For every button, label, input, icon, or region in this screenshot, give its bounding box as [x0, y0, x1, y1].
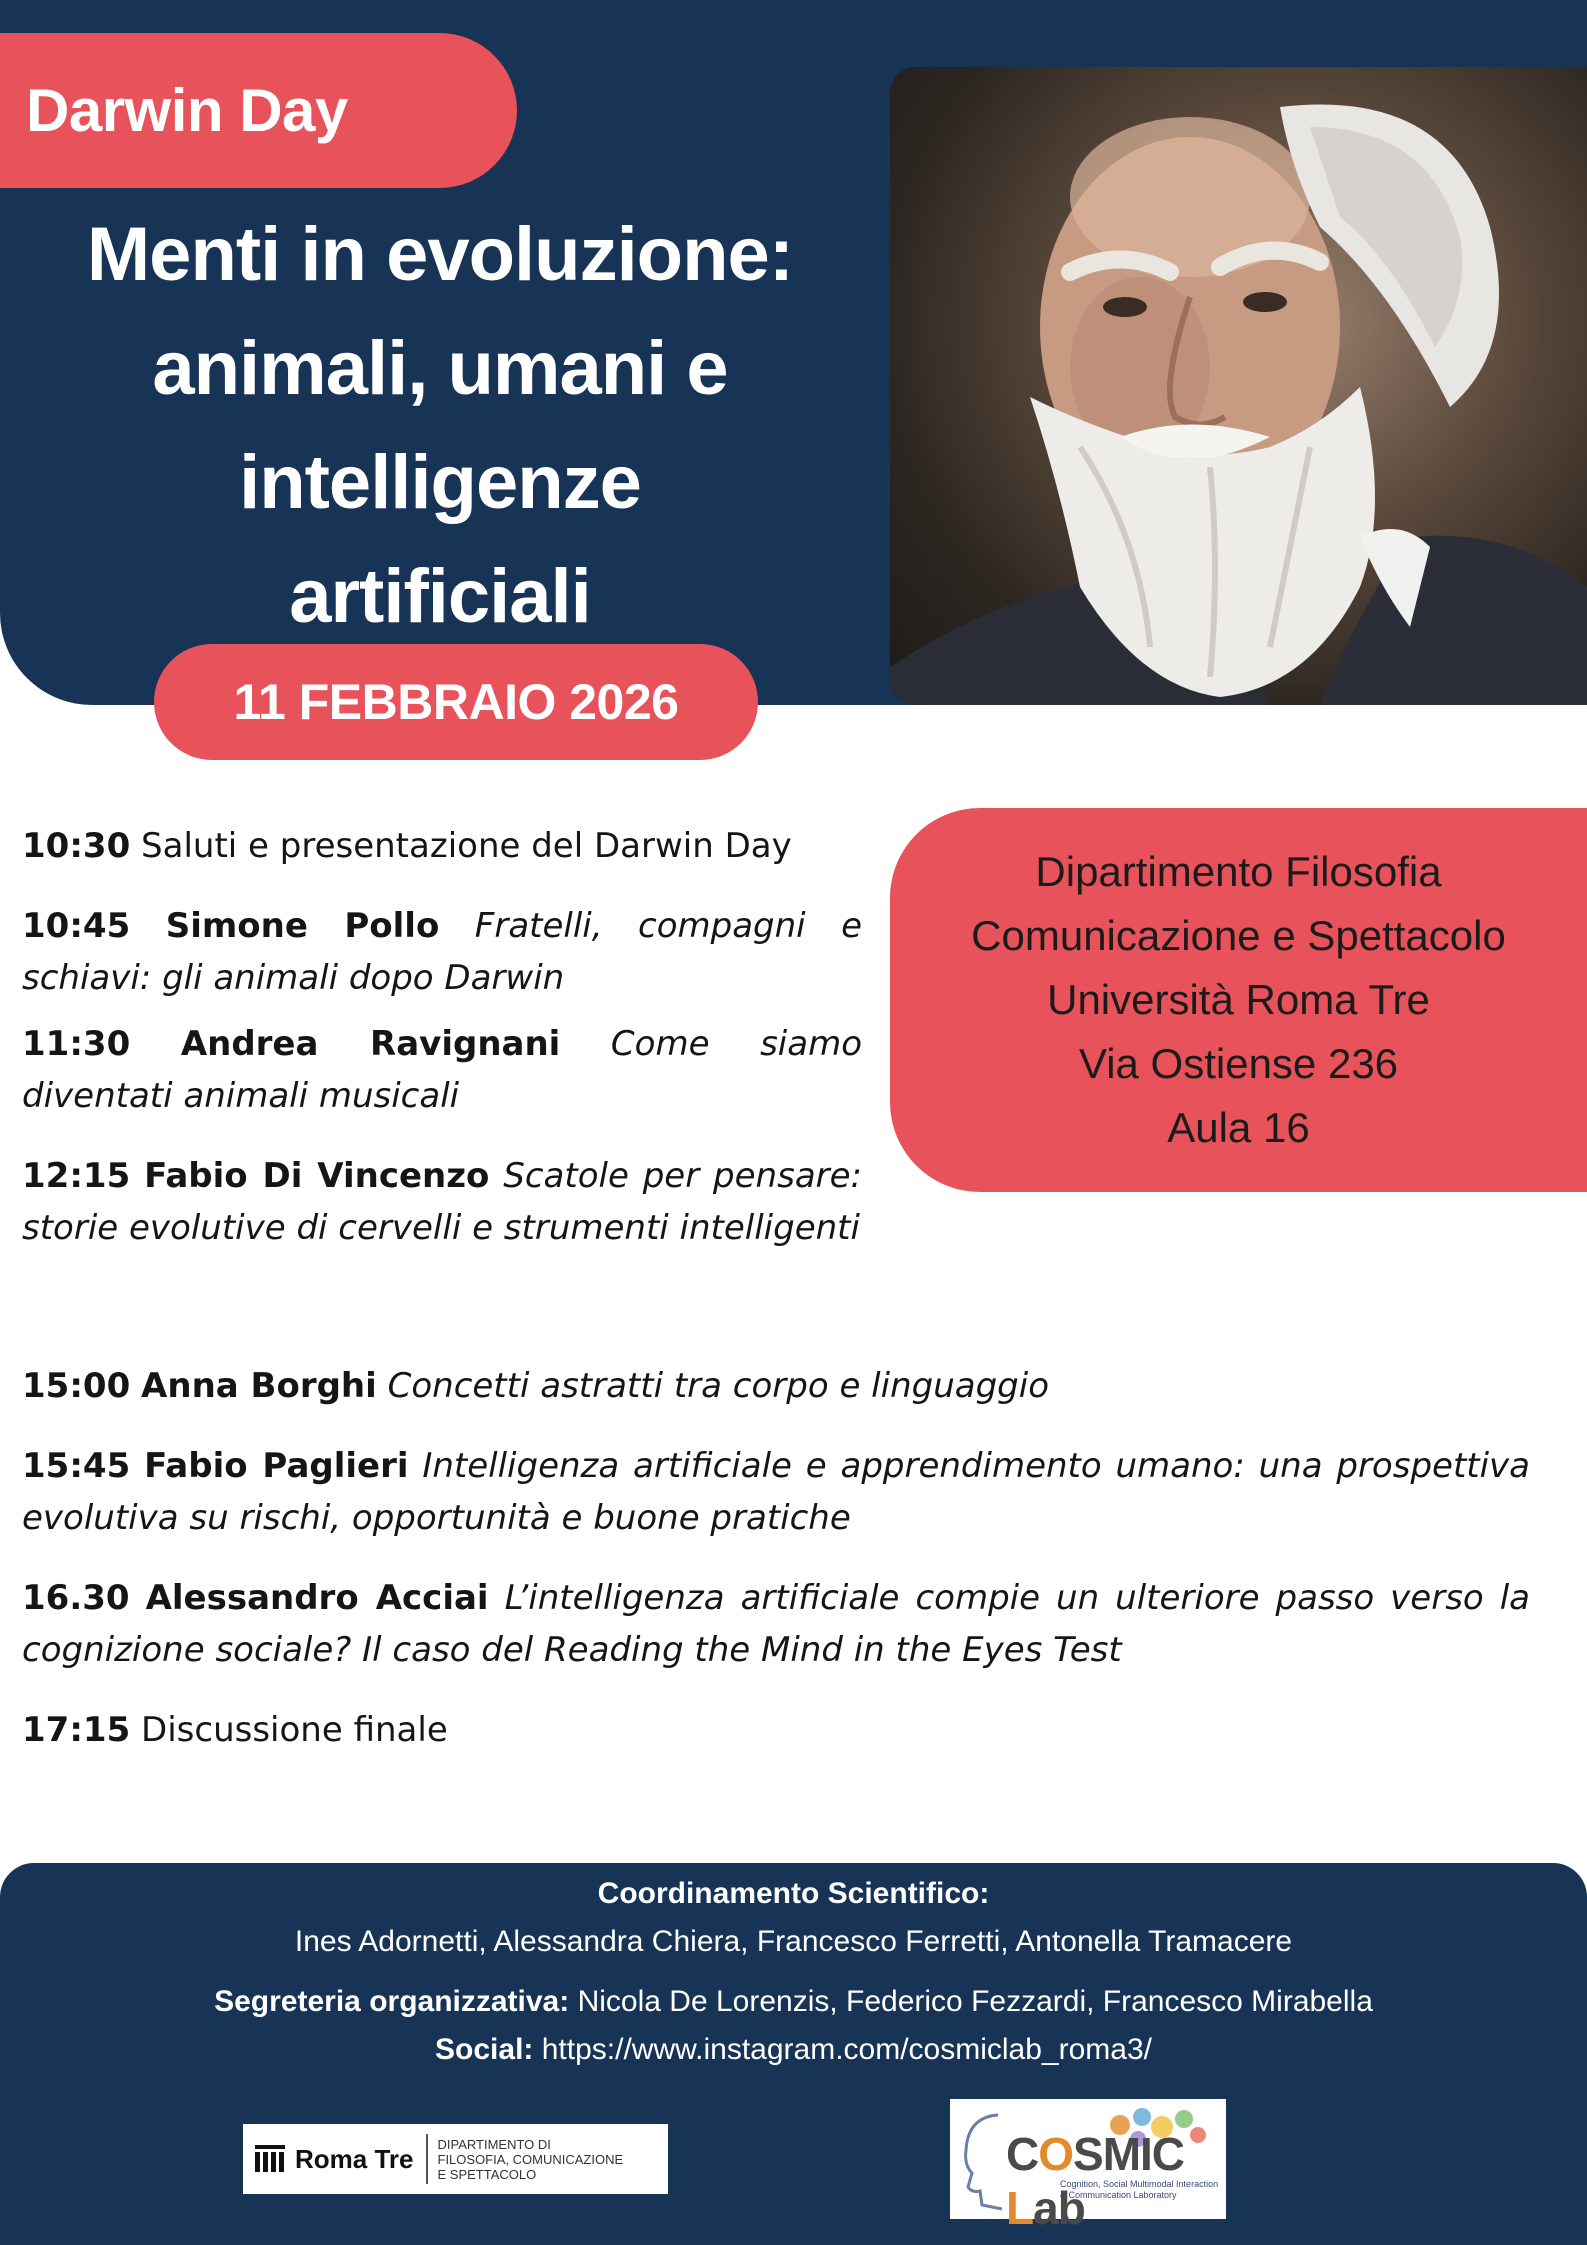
program-time: 10:30: [22, 826, 131, 866]
event-label-pill: [0, 33, 517, 188]
program-talk: Saluti e presentazione del Darwin Day: [141, 826, 792, 866]
venue-line: Via Ostiense 236: [1078, 1040, 1399, 1087]
coordination-names: Ines Adornetti, Alessandra Chiera, Francesco Ferretti, Antonella Tramacere: [294, 1925, 1293, 1958]
social-label: Social:: [435, 2033, 534, 2066]
cosmic-lab-tagline: Cognition, Social Multimodal Interaction & Communication Laboratory: [1060, 2179, 1219, 2200]
venue-line: Università Roma Tre: [1047, 976, 1430, 1023]
social-line: [0, 2033, 1587, 2067]
program-time: 17:15: [22, 1710, 131, 1750]
segreteria-line: [0, 1985, 1587, 2019]
program-talk: Discussione finale: [141, 1710, 448, 1750]
roma-tre-department: DIPARTIMENTO DI FILOSOFIA, COMUNICAZIONE E SPETTACOLO: [437, 2136, 624, 2182]
program-talk: L’intelligenza artificiale compie un ulteriore passo verso la cognizione sociale? Il caso del Reading the Mind in the Eyes Test: [22, 1578, 1530, 1670]
venue-line: Aula 16: [1167, 1104, 1310, 1151]
page-title: [0, 198, 880, 654]
charles-darwin-portrait-icon: [890, 67, 1587, 705]
coordination-heading: Coordinamento Scientifico:: [597, 1877, 990, 1910]
program-speaker: Anna Borghi: [141, 1366, 377, 1406]
program-time: 15:00: [22, 1366, 131, 1406]
footer: [0, 1863, 1587, 2245]
roma-tre-emblem-icon: [253, 2142, 287, 2176]
program-item: [22, 1440, 1530, 1544]
roma-tre-name: Roma Tre: [295, 2143, 414, 2174]
venue-line: Comunicazione e Spettacolo: [971, 912, 1506, 959]
program-time: 12:15: [22, 1156, 131, 1196]
program-talk: Fratelli, compagni e schiavi: gli animali dopo Darwin: [22, 906, 862, 998]
program-talk: Come siamo diventati animali musicali: [22, 1024, 862, 1116]
title-line-4: artificiali: [289, 554, 591, 639]
program-item: [22, 1018, 862, 1122]
program-item: [22, 820, 862, 872]
program-talk: Scatole per pensare: storie evolutive di cervelli e strumenti intelligenti: [22, 1156, 862, 1248]
program-speaker: Fabio Paglieri: [144, 1446, 409, 1486]
venue-line: Dipartimento Filosofia: [1035, 848, 1442, 895]
program-time: 11:30: [22, 1024, 131, 1064]
program-speaker: Alessandro Acciai: [145, 1578, 489, 1618]
program-morning: [22, 820, 862, 1254]
program-item: [22, 1704, 1530, 1756]
title-line-1: Menti in evoluzione:: [86, 212, 794, 297]
event-date: 11 FEBBRAIO 2026: [233, 674, 679, 730]
program-speaker: Simone Pollo: [165, 906, 440, 946]
title-line-3: intelligenze: [239, 440, 641, 525]
program-time: 15:45: [22, 1446, 131, 1486]
event-date-pill: [154, 644, 758, 760]
program-item: [22, 900, 862, 1004]
header-spacer: [890, 705, 1587, 765]
venue-box: [890, 808, 1587, 1192]
segreteria-label: Segreteria organizzativa:: [214, 1985, 570, 2018]
program-talk: Concetti astratti tra corpo e linguaggio: [387, 1366, 1049, 1406]
program-speaker: Fabio Di Vincenzo: [144, 1156, 490, 1196]
roma-tre-logo: [243, 2124, 668, 2194]
event-label: Darwin Day: [26, 77, 348, 144]
program-item: [22, 1572, 1530, 1676]
program-item: [22, 1360, 1530, 1412]
program-time: 10:45: [22, 906, 131, 946]
roma-tre-divider: [426, 2134, 428, 2184]
program-item: [22, 1150, 862, 1254]
program-speaker: Andrea Ravignani: [180, 1024, 561, 1064]
social-link[interactable]: https://www.instagram.com/cosmiclab_roma3/: [541, 2033, 1152, 2066]
title-line-2: animali, umani e: [152, 326, 728, 411]
cosmic-lab-logo: [950, 2099, 1226, 2234]
program-time: 16.30: [22, 1578, 130, 1618]
segreteria-names: Nicola De Lorenzis, Federico Fezzardi, Francesco Mirabella: [577, 1985, 1373, 2018]
program-talk: Intelligenza artificiale e apprendimento umano: una prospettiva evolutiva su rischi, opportunità e buone pratiche: [22, 1446, 1531, 1538]
cosmic-lab-wordmark: COSMIC Lab: [1006, 2128, 1185, 2234]
program-afternoon: [22, 1360, 1530, 1756]
